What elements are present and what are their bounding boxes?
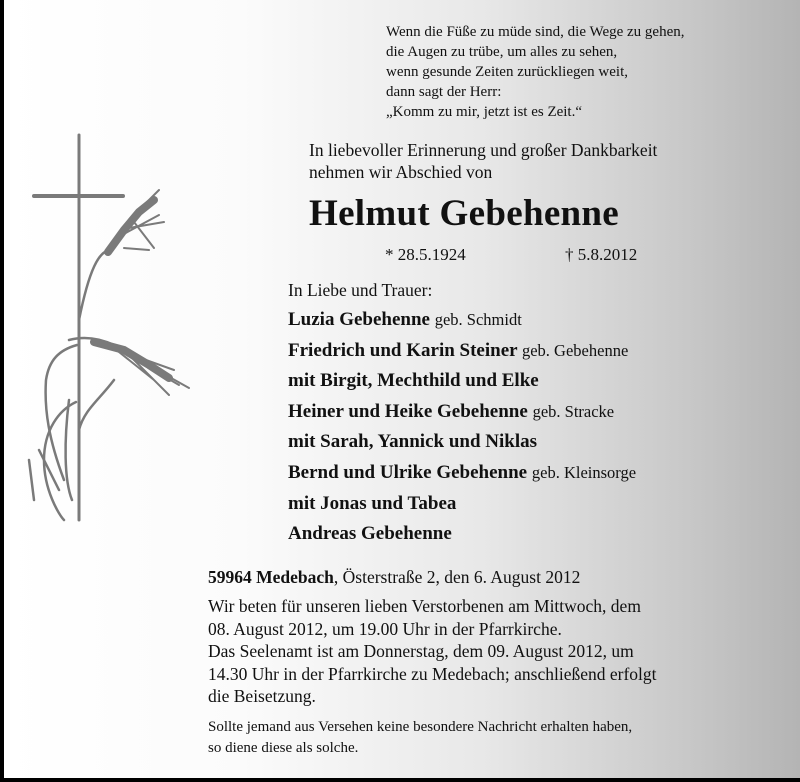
service-text: [208, 595, 657, 708]
mourner-line: [288, 336, 636, 367]
mourners-list: [288, 305, 636, 550]
service-line: Das Seelenamt ist am Donnerstag, dem 09. August 2012, um: [208, 641, 634, 661]
mourner-line: [288, 366, 636, 397]
mourner-line: [288, 305, 636, 336]
address-place: 59964 Medebach: [208, 567, 334, 587]
poem-line: dann sagt der Herr:: [386, 84, 502, 100]
mourner-line: [288, 519, 636, 550]
mourner-name: mit Birgit, Mechthild und Elke: [288, 370, 539, 392]
obituary-card: [4, 0, 800, 778]
deceased-name: Helmut Gebehenne: [309, 193, 620, 234]
poem-line: wenn gesunde Zeiten zurückliegen weit,: [386, 64, 628, 80]
intro-line: nehmen wir Abschied von: [309, 162, 493, 182]
service-line: Wir beten für unseren lieben Verstorbenen am Mittwoch, dem: [208, 596, 641, 616]
closing-line: so diene diese als solche.: [208, 740, 359, 756]
cross-wheat-icon: [4, 0, 204, 540]
mourner-name: Bernd und Ulrike Gebehenne: [288, 461, 528, 483]
intro-text: [309, 139, 657, 183]
mourner-name: mit Jonas und Tabea: [288, 492, 457, 514]
intro-line: In liebevoller Erinnerung und großer Dankbarkeit: [309, 140, 658, 160]
mourner-name: Luzia Gebehenne: [288, 309, 430, 330]
death-date: † 5.8.2012: [565, 245, 638, 264]
poem-line: „Komm zu mir, jetzt ist es Zeit.“: [386, 104, 583, 120]
closing-line: Sollte jemand aus Versehen keine besondere Nachricht erhalten haben,: [208, 719, 633, 735]
poem: [386, 22, 684, 122]
mourner-note: geb. Schmidt: [434, 310, 522, 329]
mourner-name: Heiner und Heike Gebehenne: [288, 400, 528, 422]
mourner-note: geb. Stracke: [532, 401, 615, 421]
mourner-name: Andreas Gebehenne: [288, 523, 452, 545]
closing-note: [208, 717, 632, 759]
poem-line: Wenn die Füße zu müde sind, die Wege zu gehen,: [386, 24, 685, 40]
mourner-line: [288, 489, 636, 520]
birth-date: * 28.5.1924: [385, 245, 466, 264]
mourner-note: geb. Gebehenne: [521, 340, 629, 360]
mourner-line: [288, 397, 636, 428]
mourners-heading: In Liebe und Trauer:: [288, 280, 433, 300]
mourner-line: [288, 427, 636, 458]
mourner-name: Friedrich und Karin Steiner: [288, 339, 518, 361]
address-line: [208, 567, 580, 588]
address-rest: , Österstraße 2, den 6. August 2012: [333, 567, 581, 587]
mourner-name: mit Sarah, Yannick und Niklas: [288, 431, 538, 453]
service-line: 08. August 2012, um 19.00 Uhr in der Pfarrkirche.: [208, 618, 562, 639]
mourner-line: [288, 458, 636, 489]
mourner-note: geb. Kleinsorge: [531, 462, 637, 482]
poem-line: die Augen zu trübe, um alles zu sehen,: [386, 44, 618, 60]
service-line: 14.30 Uhr in der Pfarrkirche zu Medebach; anschließend erfolgt: [208, 663, 657, 684]
service-line: die Beisetzung.: [208, 686, 316, 706]
